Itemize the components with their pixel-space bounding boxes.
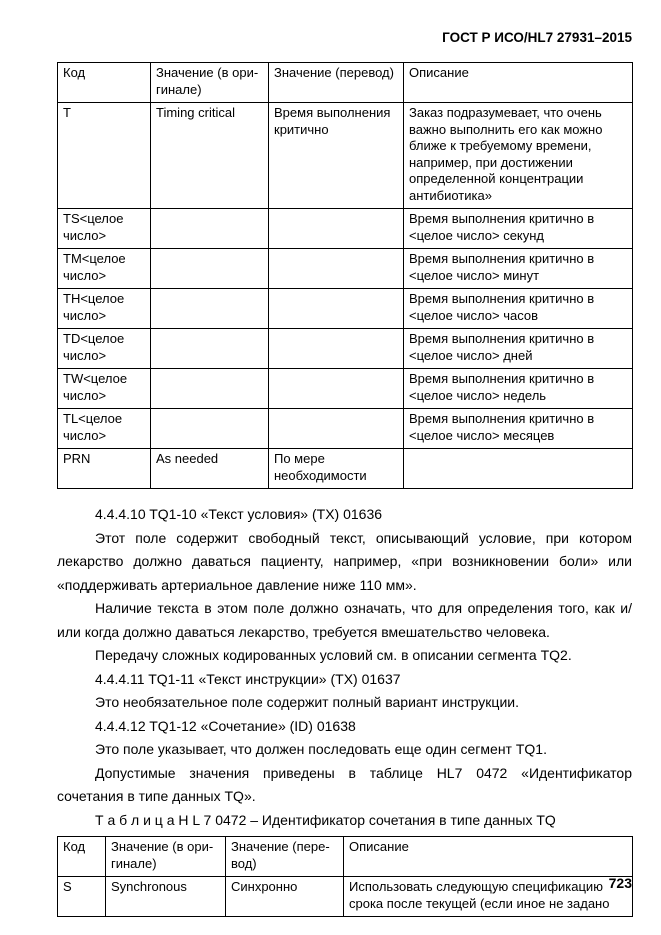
section-heading: 4.4.4.11 TQ1-11 «Текст инструкции» (TX) 01637 bbox=[95, 670, 401, 687]
column-header-original: Значение (в ори-гинале) bbox=[106, 837, 226, 877]
column-header-description: Описание bbox=[344, 837, 633, 877]
table-cell bbox=[151, 409, 269, 449]
table-header-row bbox=[58, 63, 633, 103]
table-cell: Время выполнения критично в <целое число> часов bbox=[404, 289, 633, 329]
table-row bbox=[58, 289, 633, 329]
table-cell bbox=[269, 409, 404, 449]
combination-codes-table bbox=[57, 836, 633, 917]
document-header: ГОСТ Р ИСО/HL7 27931–2015 bbox=[442, 30, 632, 45]
table-cell bbox=[269, 329, 404, 369]
paragraph: Наличие текста в этом поле должно означать, что для определения того, как и/или когда должно даваться лекарство, требуется вмешательство человека. bbox=[57, 600, 632, 640]
table-cell: TD<целое число> bbox=[58, 329, 151, 369]
table-row bbox=[58, 329, 633, 369]
table-cell: Время выполнения критично в <целое число> месяцев bbox=[404, 409, 633, 449]
table-cell bbox=[151, 369, 269, 409]
section-heading: 4.4.4.10 TQ1-10 «Текст условия» (TX) 01636 bbox=[95, 506, 383, 522]
table-cell bbox=[269, 289, 404, 329]
table-cell: Timing critical bbox=[151, 103, 269, 209]
table-cell bbox=[269, 249, 404, 289]
table-cell: S bbox=[58, 877, 106, 917]
table-cell: Заказ подразумевает, что очень важно выполнить его как можно ближе к требуемому времени, например, при достижении определенной концентрации антибиотика» bbox=[404, 103, 633, 209]
table-cell bbox=[151, 209, 269, 249]
table-cell: TW<целое число> bbox=[58, 369, 151, 409]
table-row bbox=[58, 877, 633, 917]
table-row bbox=[58, 369, 633, 409]
table-cell: Synchronous bbox=[106, 877, 226, 917]
table-cell bbox=[404, 449, 633, 489]
paragraph: Передачу сложных кодированных условий см. в описании сегмента TQ2. bbox=[95, 647, 572, 663]
table-cell: TH<целое число> bbox=[58, 289, 151, 329]
paragraph: Допустимые значения приведены в таблице HL7 0472 «Идентификатор сочетания в типе данных TQ». bbox=[57, 764, 632, 804]
page-number: 723 bbox=[608, 875, 632, 891]
table-cell: Синхронно bbox=[226, 877, 344, 917]
column-header-translation: Значение (пере-вод) bbox=[226, 837, 344, 877]
table-row bbox=[58, 209, 633, 249]
table-cell bbox=[269, 369, 404, 409]
column-header-code: Код bbox=[58, 837, 106, 877]
column-header-code: Код bbox=[58, 63, 151, 103]
table-caption: Т а б л и ц а H L 7 0472 – Идентификатор сочетания в типе данных TQ bbox=[95, 811, 556, 828]
table-cell: TL<целое число> bbox=[58, 409, 151, 449]
table-cell: Время выполнения критично bbox=[269, 103, 404, 209]
body-text bbox=[57, 503, 632, 832]
page-content bbox=[57, 30, 632, 917]
table-cell: PRN bbox=[58, 449, 151, 489]
table-cell bbox=[151, 329, 269, 369]
table-cell: Время выполнения критично в <целое число> минут bbox=[404, 249, 633, 289]
table-cell bbox=[151, 289, 269, 329]
column-header-description: Описание bbox=[404, 63, 633, 103]
timing-codes-table bbox=[57, 62, 633, 489]
table-cell bbox=[151, 249, 269, 289]
table-cell bbox=[269, 209, 404, 249]
table-cell: Время выполнения критично в <целое число> секунд bbox=[404, 209, 633, 249]
table-cell: T bbox=[58, 103, 151, 209]
table-row bbox=[58, 409, 633, 449]
table-cell: TS<целое число> bbox=[58, 209, 151, 249]
column-header-translation: Значение (перевод) bbox=[269, 63, 404, 103]
paragraph: Это необязательное поле содержит полный вариант инструкции. bbox=[95, 694, 519, 710]
table-header-row bbox=[58, 837, 633, 877]
paragraph: Это поле указывает, что должен последовать еще один сегмент TQ1. bbox=[95, 741, 547, 757]
section-heading: 4.4.4.12 TQ1-12 «Сочетание» (ID) 01638 bbox=[95, 717, 356, 734]
table-cell: По мере необходимости bbox=[269, 449, 404, 489]
table-row bbox=[58, 449, 633, 489]
table-cell: Использовать следующую спецификацию срока после текущей (если иное не задано bbox=[344, 877, 633, 917]
table-cell: Время выполнения критично в <целое число> недель bbox=[404, 369, 633, 409]
table-row bbox=[58, 103, 633, 209]
table-cell: Время выполнения критично в <целое число> дней bbox=[404, 329, 633, 369]
table-row bbox=[58, 249, 633, 289]
table-cell: TM<целое число> bbox=[58, 249, 151, 289]
paragraph: Этот поле содержит свободный текст, описывающий условие, при котором лекарство должно даваться пациенту, например, «при возникновении боли» или «поддерживать артериальное давление ниже 110 мм». bbox=[57, 529, 632, 593]
column-header-original: Значение (в ори-гинале) bbox=[151, 63, 269, 103]
table-cell: As needed bbox=[151, 449, 269, 489]
